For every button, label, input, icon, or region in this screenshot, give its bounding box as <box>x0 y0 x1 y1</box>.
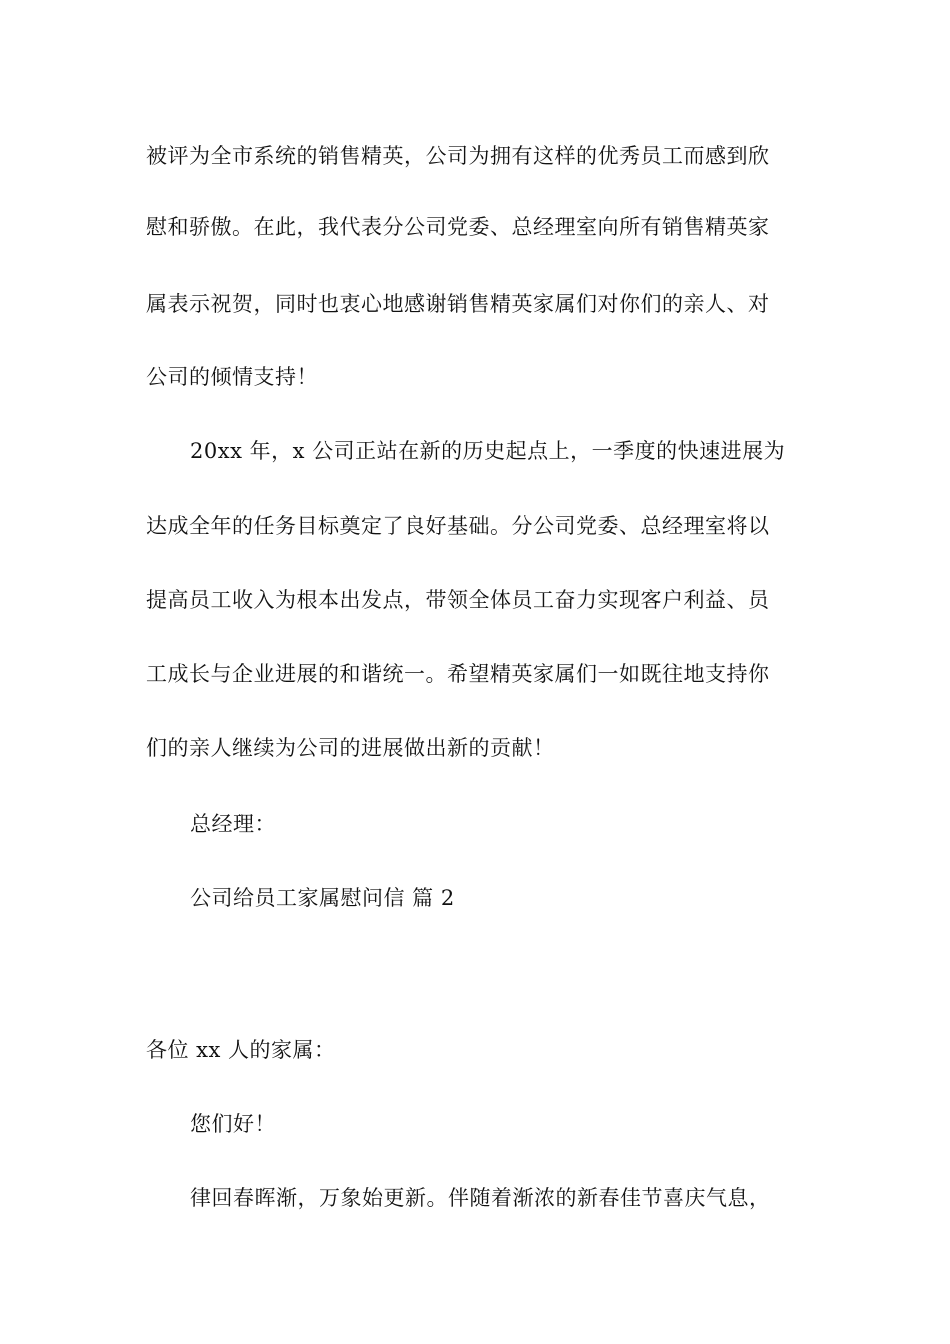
greeting-line: 您们好！ <box>190 1112 276 1136</box>
salutation-line: 各位 xx 人的家属： <box>146 1038 336 1062</box>
section-heading: 公司给员工家属慰问信 篇 2 <box>190 886 455 910</box>
paragraph-line: 达成全年的任务目标奠定了良好基础。分公司党委、总经理室将以 <box>146 514 770 538</box>
paragraph-line: 慰和骄傲。在此，我代表分公司党委、总经理室向所有销售精英家 <box>146 215 770 239</box>
paragraph-line: 公司的倾情支持！ <box>146 365 318 389</box>
paragraph-line: 律回春晖渐，万象始更新。伴随着渐浓的新春佳节喜庆气息， <box>190 1186 771 1210</box>
paragraph-line: 属表示祝贺，同时也衷心地感谢销售精英家属们对你们的亲人、对 <box>146 292 770 316</box>
paragraph-line: 们的亲人继续为公司的进展做出新的贡献！ <box>146 736 555 760</box>
paragraph-line: 工成长与企业进展的和谐统一。希望精英家属们一如既往地支持你 <box>146 662 770 686</box>
paragraph-line: 被评为全市系统的销售精英，公司为拥有这样的优秀员工而感到欣 <box>146 144 770 168</box>
signature-line: 总经理： <box>190 812 276 836</box>
paragraph-line: 20xx 年，x 公司正站在新的历史起点上，一季度的快速进展为 <box>190 439 786 463</box>
paragraph-line: 提高员工收入为根本出发点，带领全体员工奋力实现客户利益、员 <box>146 588 770 612</box>
